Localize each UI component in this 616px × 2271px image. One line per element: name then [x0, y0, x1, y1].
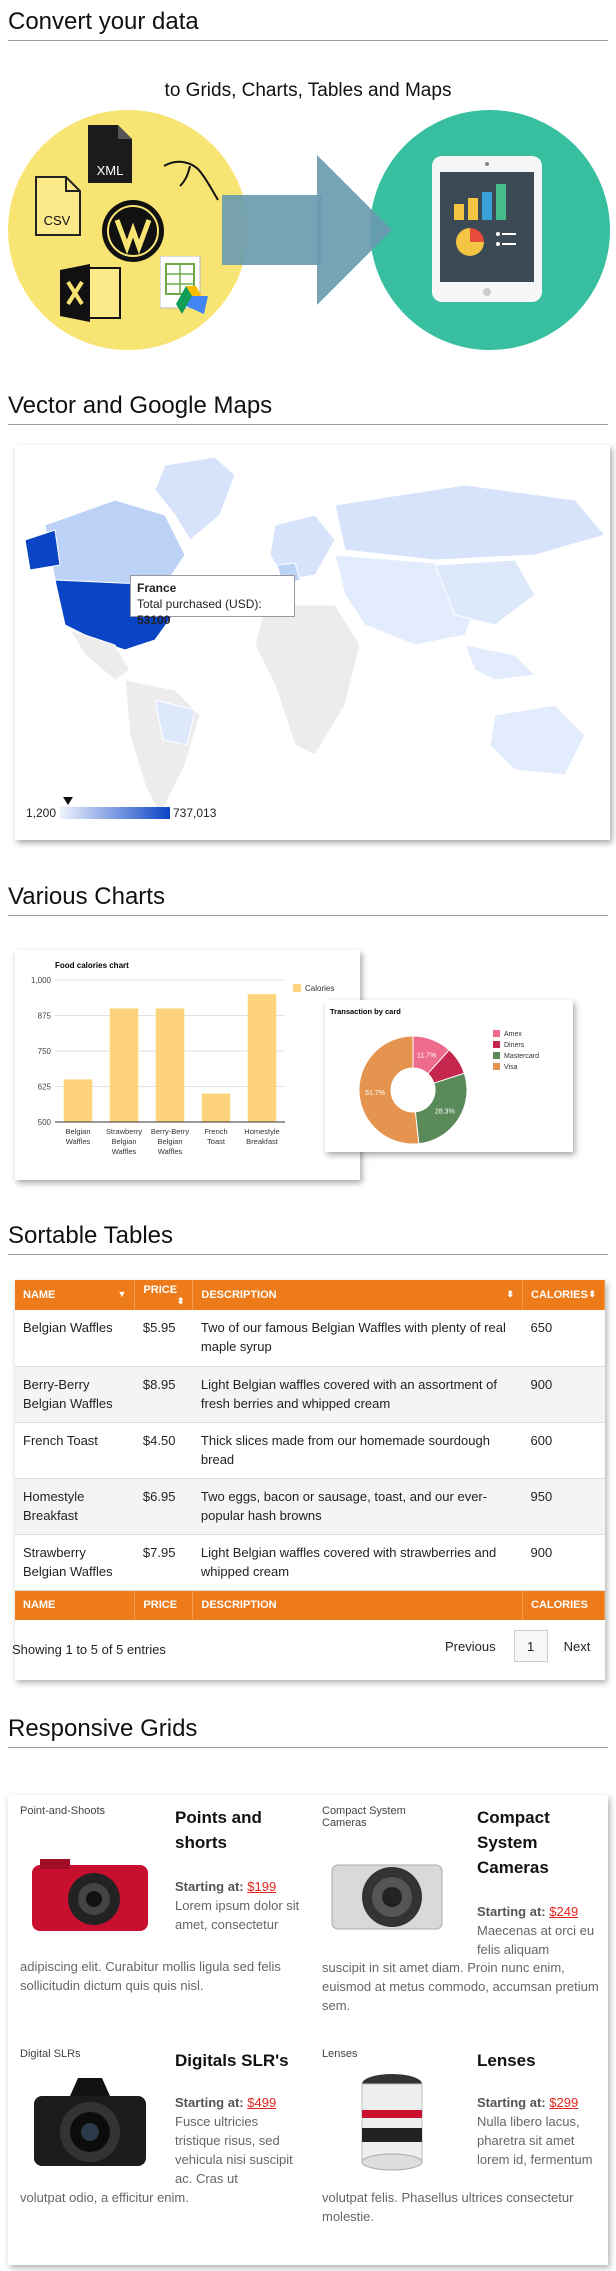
x-tick-label: Breakfast — [246, 1137, 278, 1146]
pie-slice-label: 51.7% — [365, 1090, 385, 1098]
cell-calories: 950 — [523, 1478, 605, 1534]
tooltip-country: France — [137, 581, 177, 595]
y-tick-label: 500 — [37, 1118, 51, 1127]
legend-gradient-bar — [60, 807, 170, 819]
bar — [110, 1008, 139, 1122]
product-desc-bottom: suscipit in sit amet diam. Proin nunc enim, euismod at metus commodo, accumsan pretium sem. — [322, 1960, 599, 2013]
x-tick-label: Waffles — [111, 1147, 137, 1156]
product-desc-side: Starting at: $499 Fusce ultricies tristique risus, sed vehicula nisi suscipit ac. Cras ut — [175, 2095, 293, 2186]
bar — [248, 994, 277, 1122]
bar-chart-title: Food calories chart — [55, 961, 129, 970]
x-tick-label: Berry-Berry — [150, 1127, 190, 1136]
table-wrap — [15, 1280, 605, 1620]
tf-price: PRICE — [135, 1590, 193, 1620]
product-price-link[interactable]: $299 — [549, 2095, 579, 2110]
tooltip-value: 53100 — [137, 613, 171, 627]
x-tick-label: Waffles — [157, 1147, 183, 1156]
world-map-panel[interactable] — [15, 445, 610, 840]
world-map[interactable] — [15, 445, 610, 840]
xml-file-icon — [88, 125, 132, 183]
product-title[interactable]: Points and shorts — [175, 1808, 262, 1852]
convert-subtitle: to Grids, Charts, Tables and Maps — [164, 80, 452, 101]
tf-name: NAME — [15, 1590, 135, 1620]
charts-section-title: Various Charts — [8, 883, 165, 910]
bar — [202, 1094, 231, 1122]
legend-swatch — [293, 984, 301, 992]
bar-chart-card — [15, 950, 360, 1180]
xml-label: XML — [96, 163, 124, 178]
cell-price: $8.95 — [135, 1366, 193, 1422]
pie-slice-label: 28.3% — [434, 1108, 455, 1116]
convert-arrow-icon — [222, 155, 392, 305]
sort-asc-icon: ▼ — [117, 1289, 127, 1299]
product-category: Compact System Cameras — [322, 1805, 406, 1829]
cell-description: Light Belgian waffles covered with strawberries and whipped cream — [193, 1534, 523, 1590]
cell-calories: 900 — [523, 1366, 605, 1422]
csv-label: CSV — [43, 213, 71, 228]
cell-name: Berry-Berry Belgian Waffles — [15, 1366, 135, 1422]
silver-mirrorless-camera-icon[interactable] — [322, 1837, 462, 1947]
y-tick-label: 625 — [37, 1082, 51, 1092]
legend-swatch — [493, 1030, 500, 1037]
y-tick-label: 875 — [37, 1011, 51, 1021]
convert-divider — [8, 40, 608, 41]
sort-icon: ⬍ — [506, 1289, 514, 1299]
x-tick-label: Strawberry — [105, 1127, 143, 1136]
legend-swatch — [493, 1063, 500, 1070]
th-description[interactable]: DESCRIPTION ⬍ — [193, 1280, 523, 1310]
table-info: Showing 1 to 5 of 5 entries — [12, 1642, 166, 1657]
pagination — [445, 1630, 590, 1662]
next-button[interactable]: Next — [563, 1638, 591, 1654]
y-tick-label: 1,000 — [30, 976, 51, 985]
pie-chart-title: Transaction by card — [330, 1007, 401, 1016]
tables-divider — [8, 1254, 608, 1255]
th-price[interactable]: PRICE ⬍ — [135, 1280, 193, 1310]
cell-calories: 650 — [523, 1310, 605, 1366]
mysql-dolphin-icon — [160, 156, 220, 206]
sort-icon: ⬍ — [176, 1295, 185, 1306]
legend-label: Visa — [504, 1064, 518, 1071]
legend-swatch — [493, 1052, 500, 1059]
product-desc-bottom: adipiscing elit. Curabitur mollis ligula sed felis sollicitudin dictum quis quis nisl. — [20, 1959, 281, 1993]
cell-price: $6.95 — [135, 1478, 193, 1534]
cell-name: Homestyle Breakfast — [15, 1478, 135, 1534]
product-price-link[interactable]: $499 — [247, 2095, 277, 2110]
map-country-russia — [335, 485, 605, 560]
product-price-link[interactable]: $199 — [247, 1879, 277, 1894]
product-price-link[interactable]: $249 — [549, 1904, 579, 1919]
cell-description: Light Belgian waffles covered with an assortment of fresh berries and whipped cream — [193, 1366, 523, 1422]
cell-price: $4.50 — [135, 1422, 193, 1478]
map-country-australia — [490, 705, 585, 775]
legend-label: Calories — [305, 984, 335, 993]
legend-marker-icon — [63, 797, 73, 805]
pie-chart-card — [325, 1000, 573, 1152]
tf-calories: CALORIES — [523, 1590, 605, 1620]
legend-label: Diners — [504, 1042, 525, 1049]
grids-divider — [8, 1747, 608, 1748]
grids-section-title: Responsive Grids — [8, 1715, 198, 1742]
x-tick-label: Belgian — [111, 1137, 137, 1146]
map-country-se-asia — [465, 645, 535, 680]
pie-slice-label: 11.7% — [416, 1052, 437, 1060]
pie-chart — [325, 1000, 573, 1152]
bar — [64, 1079, 93, 1122]
excel-icon — [60, 262, 122, 324]
product-title[interactable]: Digitals SLR's — [175, 2051, 289, 2070]
cell-description: Thick slices made from our homemade sourdough bread — [193, 1422, 523, 1478]
charts-divider — [8, 915, 608, 916]
csv-file-icon — [35, 176, 81, 236]
x-tick-label: Waffles — [65, 1137, 91, 1146]
product-desc-side: Starting at: $199 Lorem ipsum dolor sit amet, consectetur — [175, 1879, 300, 1932]
food-table — [15, 1280, 605, 1620]
tf-description: DESCRIPTION — [193, 1590, 523, 1620]
table-row — [15, 1534, 605, 1590]
google-drive-sheet-icon — [160, 256, 212, 316]
previous-button[interactable]: Previous — [445, 1638, 496, 1654]
product-desc-bottom: volutpat odio, a efficitur enim. — [20, 2190, 189, 2205]
product-desc-side: Starting at: $249 Maecenas at orci eu felis aliquam — [477, 1904, 595, 1957]
wordpress-icon — [100, 198, 166, 264]
legend-min: 1,200 — [26, 806, 57, 820]
tooltip-label: Total purchased (USD): — [137, 597, 262, 611]
red-compact-camera-icon[interactable] — [20, 1835, 160, 1945]
table-row — [15, 1422, 605, 1478]
cell-name: Strawberry Belgian Waffles — [15, 1534, 135, 1590]
page-1-button[interactable]: 1 — [514, 1630, 548, 1662]
cell-description: Two of our famous Belgian Waffles with plenty of real maple syrup — [193, 1310, 523, 1366]
cell-name: Belgian Waffles — [15, 1310, 135, 1366]
cell-calories: 900 — [523, 1534, 605, 1590]
legend-label: Mastercard — [504, 1053, 540, 1060]
product-desc-bottom: volutpat felis. Phasellus ultrices consectetur molestie. — [322, 2190, 574, 2224]
cell-price: $7.95 — [135, 1534, 193, 1590]
tables-section-title: Sortable Tables — [8, 1222, 173, 1249]
product-title[interactable]: Lenses — [477, 2051, 536, 2070]
x-tick-label: Belgian — [157, 1137, 183, 1146]
legend-label: Amex — [504, 1031, 522, 1038]
maps-section-title: Vector and Google Maps — [8, 392, 273, 419]
x-tick-label: Belgian — [65, 1127, 91, 1136]
x-tick-label: Toast — [207, 1137, 225, 1146]
black-dslr-camera-icon[interactable] — [20, 2066, 160, 2176]
th-name[interactable]: NAME ▼ — [15, 1280, 135, 1310]
cell-name: French Toast — [15, 1422, 135, 1478]
x-tick-label: French — [204, 1127, 228, 1136]
map-country-south-america — [125, 680, 200, 815]
tablet-dashboard-icon — [432, 156, 542, 302]
product-category: Lenses — [322, 2048, 358, 2060]
legend-max: 737,013 — [173, 806, 217, 820]
cell-price: $5.95 — [135, 1310, 193, 1366]
maps-divider — [8, 424, 608, 425]
product-category: Digital SLRs — [20, 2048, 81, 2060]
table-row — [15, 1310, 605, 1366]
product-category: Point-and-Shoots — [20, 1805, 105, 1817]
cell-description: Two eggs, bacon or sausage, toast, and our ever-popular hash browns — [193, 1478, 523, 1534]
th-calories[interactable]: CALORIES ⬍ — [523, 1280, 605, 1310]
bar-chart — [15, 950, 360, 1180]
cell-calories: 600 — [523, 1422, 605, 1478]
bar — [156, 1008, 185, 1122]
table-row — [15, 1478, 605, 1534]
product-title[interactable]: Compact System Cameras — [477, 1808, 550, 1877]
map-country-alaska — [25, 530, 60, 570]
product-desc-side: Starting at: $299 Nulla libero lacus, pharetra sit amet lorem id, fermentum — [477, 2095, 593, 2167]
legend-swatch — [493, 1041, 500, 1048]
sort-icon: ⬍ — [588, 1289, 596, 1299]
white-telephoto-lens-icon[interactable] — [322, 2070, 462, 2180]
x-tick-label: Homestyle — [244, 1127, 280, 1136]
table-row — [15, 1366, 605, 1422]
convert-section-title: Convert your data — [8, 8, 199, 35]
y-tick-label: 750 — [37, 1047, 51, 1056]
map-tooltip — [130, 575, 295, 627]
